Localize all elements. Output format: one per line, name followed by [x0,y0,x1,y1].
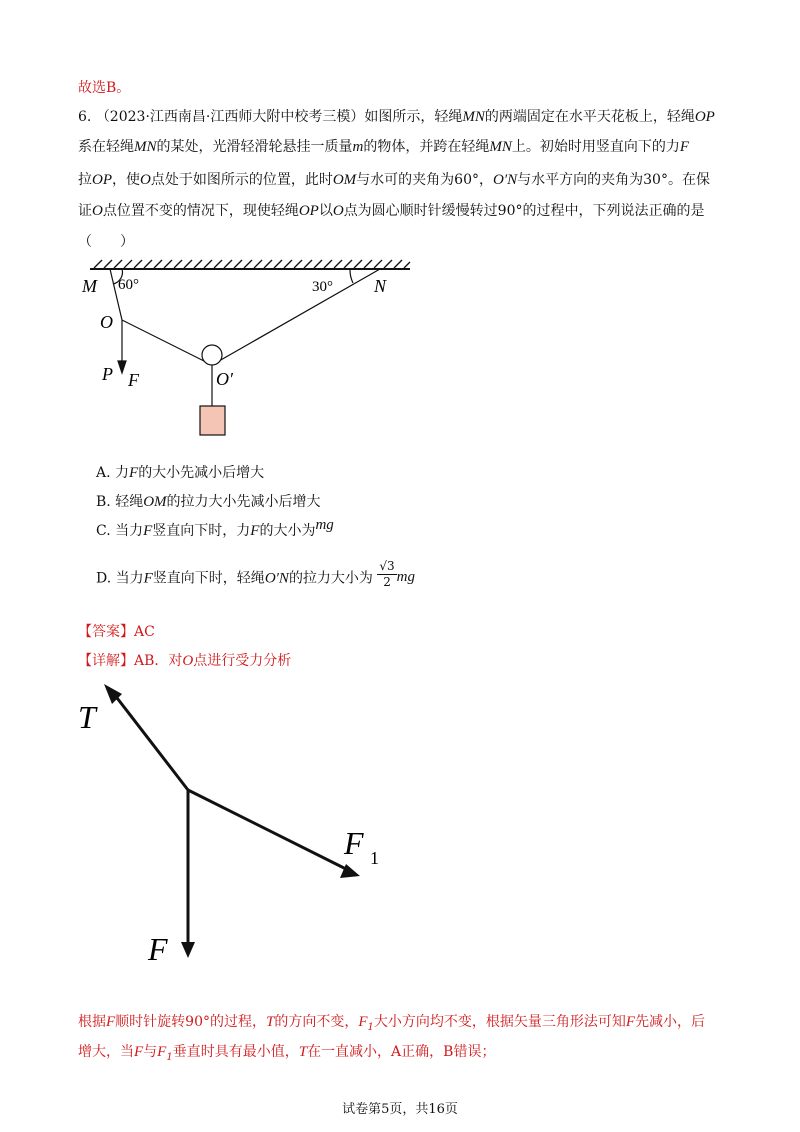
var-MN: MN [134,139,157,155]
subscript: 1 [367,1021,374,1033]
explanation-text: 的方向不变， [274,1014,359,1030]
var-F: F [250,523,260,539]
question-text: 点位置不变的情况下，现使轻绳 [102,203,299,219]
question-line-2 [78,137,689,157]
label-F: F [148,931,168,966]
answer-label: 【答案】 [78,624,134,640]
detail-text: AB．对 [134,653,183,669]
answer-value: AC [134,624,155,640]
pulley [202,345,222,365]
option-text: 的拉力大小先减小后增大 [166,494,321,510]
question-text: 系在轻绳 [78,139,134,155]
question-text: 的某处，光滑轻滑轮悬挂一质量 [156,139,353,155]
var-OP: OP [92,172,112,188]
label-P: P [102,364,113,384]
answer-line [78,622,155,642]
explanation-line-1 [78,1012,705,1038]
fraction-numerator: √3 [379,559,395,573]
option-text: 的拉力大小为 [288,570,373,587]
option-letter: D. [96,570,112,587]
question-text: 拉 [78,172,92,188]
explanation-text: 与 [143,1044,158,1060]
var-F: F [143,570,153,587]
var-mg: mg [315,517,334,533]
arrowhead-F [181,942,195,958]
option-text: 竖直向下时，力 [152,523,251,539]
question-text: 点处于如图所示的位置，此时 [150,172,333,188]
label-O: O [100,312,113,332]
label-F1-subscript: 1 [370,848,379,868]
label-F: F [128,370,139,390]
explanation-text: 增大，当 [78,1044,134,1060]
question-text: 点为圆心顺时针缓慢转过90°的过程中，下列说法正确的是 [343,203,705,219]
option-d[interactable] [96,559,416,594]
explanation-line-2 [78,1042,495,1068]
var-O: O [140,172,151,188]
var-O: O [332,203,344,219]
var-T: T [298,1044,308,1060]
previous-conclusion: 故选B。 [78,80,131,96]
var-OP: OP [298,203,319,219]
option-letter: B. [96,494,111,510]
angle-arc-N [350,269,353,283]
fraction [377,559,396,590]
explanation-text: 在一直减小，A正确，B错误； [307,1044,496,1060]
label-O-prime: O′ [216,369,233,389]
var-ON: O′N [493,172,518,188]
var-MN: MN [462,109,485,125]
ceiling [90,260,410,269]
explanation-text: 大小方向均不变，根据矢量三角形法可知 [373,1014,626,1030]
var-F1: F [358,1014,368,1030]
var-F: F [106,1014,116,1030]
explanation-text: 垂直时具有最小值， [172,1044,299,1060]
question-text: 与水平方向的夹角为30°。在保 [517,172,710,188]
question-text: ，使 [112,172,140,188]
var-F: F [625,1014,636,1030]
var-O: O [182,653,194,669]
fraction-denominator: 2 [383,575,391,589]
question-line-5: （ ） [78,234,134,250]
option-text: 力 [115,465,130,481]
force-arrowhead [118,361,126,373]
question-line-1 [78,107,715,127]
var-F1: F [157,1044,167,1060]
detail-label: 【详解】 [78,653,134,669]
page-footer: 试卷第5页，共16页 [342,1102,458,1117]
question-text: 与水可的夹角为60°， [356,172,493,188]
explanation-text: 根据 [78,1014,106,1030]
option-text: 当力 [115,570,144,587]
detail-text: 点进行受力分析 [193,653,292,669]
option-text: 的大小先减小后增大 [138,465,265,481]
option-b[interactable] [96,492,321,512]
question-text: 如图所示，轻绳 [364,109,463,125]
var-OM: OM [332,172,357,188]
hanging-block [200,406,225,435]
question-line-3 [78,170,710,190]
rope-OO-prime [122,320,212,365]
option-letter: A. [96,465,111,481]
label-M: M [82,276,97,296]
option-text: 的大小为 [259,523,316,539]
question-text: 以 [318,203,333,219]
detail-line [78,651,291,671]
question-source: （2023·江西南昌·江西师大附中校考三模） [95,109,365,125]
explanation-text: 顺时针旋转90°的过程， [115,1014,266,1030]
rope-O-prime-N [212,269,380,365]
var-T: T [266,1014,275,1030]
vector-T [114,694,188,790]
var-mg: mg [396,568,416,585]
subscript: 1 [166,1051,173,1063]
option-a[interactable] [96,463,264,483]
vector-F1 [188,790,348,870]
label-F1: F [344,825,364,861]
var-MN: MN [489,139,512,155]
option-letter: C. [96,523,111,539]
label-T: T [78,699,96,735]
question-number: 6. [78,109,92,125]
label-angle-N: 30° [312,279,333,295]
option-c[interactable] [96,517,334,541]
question-text: 证 [78,203,92,219]
label-N: N [374,276,387,296]
var-F: F [143,523,153,539]
label-angle-M: 60° [118,277,139,293]
var-F: F [129,465,139,481]
force-diagram [74,676,394,966]
var-F: F [134,1044,144,1060]
var-OP: OP [694,109,715,125]
question-line-4 [78,201,705,221]
question-text: 的物体，并跨在轻绳 [363,139,490,155]
question-text: 上。初始时用竖直向下的力 [511,139,680,155]
var-OM: OM [143,494,167,510]
explanation-text: 先减小，后 [635,1014,706,1030]
question-text: 的两端固定在水平天花板上，轻绳 [484,109,695,125]
option-text: 当力 [115,523,144,539]
var-m: m [352,139,364,155]
var-ON: O′N [264,570,289,587]
var-F: F [679,139,690,155]
option-text: 轻绳 [115,494,144,510]
option-text: 竖直向下时，轻绳 [152,570,265,587]
pulley-figure [80,258,420,444]
var-O: O [92,203,103,219]
